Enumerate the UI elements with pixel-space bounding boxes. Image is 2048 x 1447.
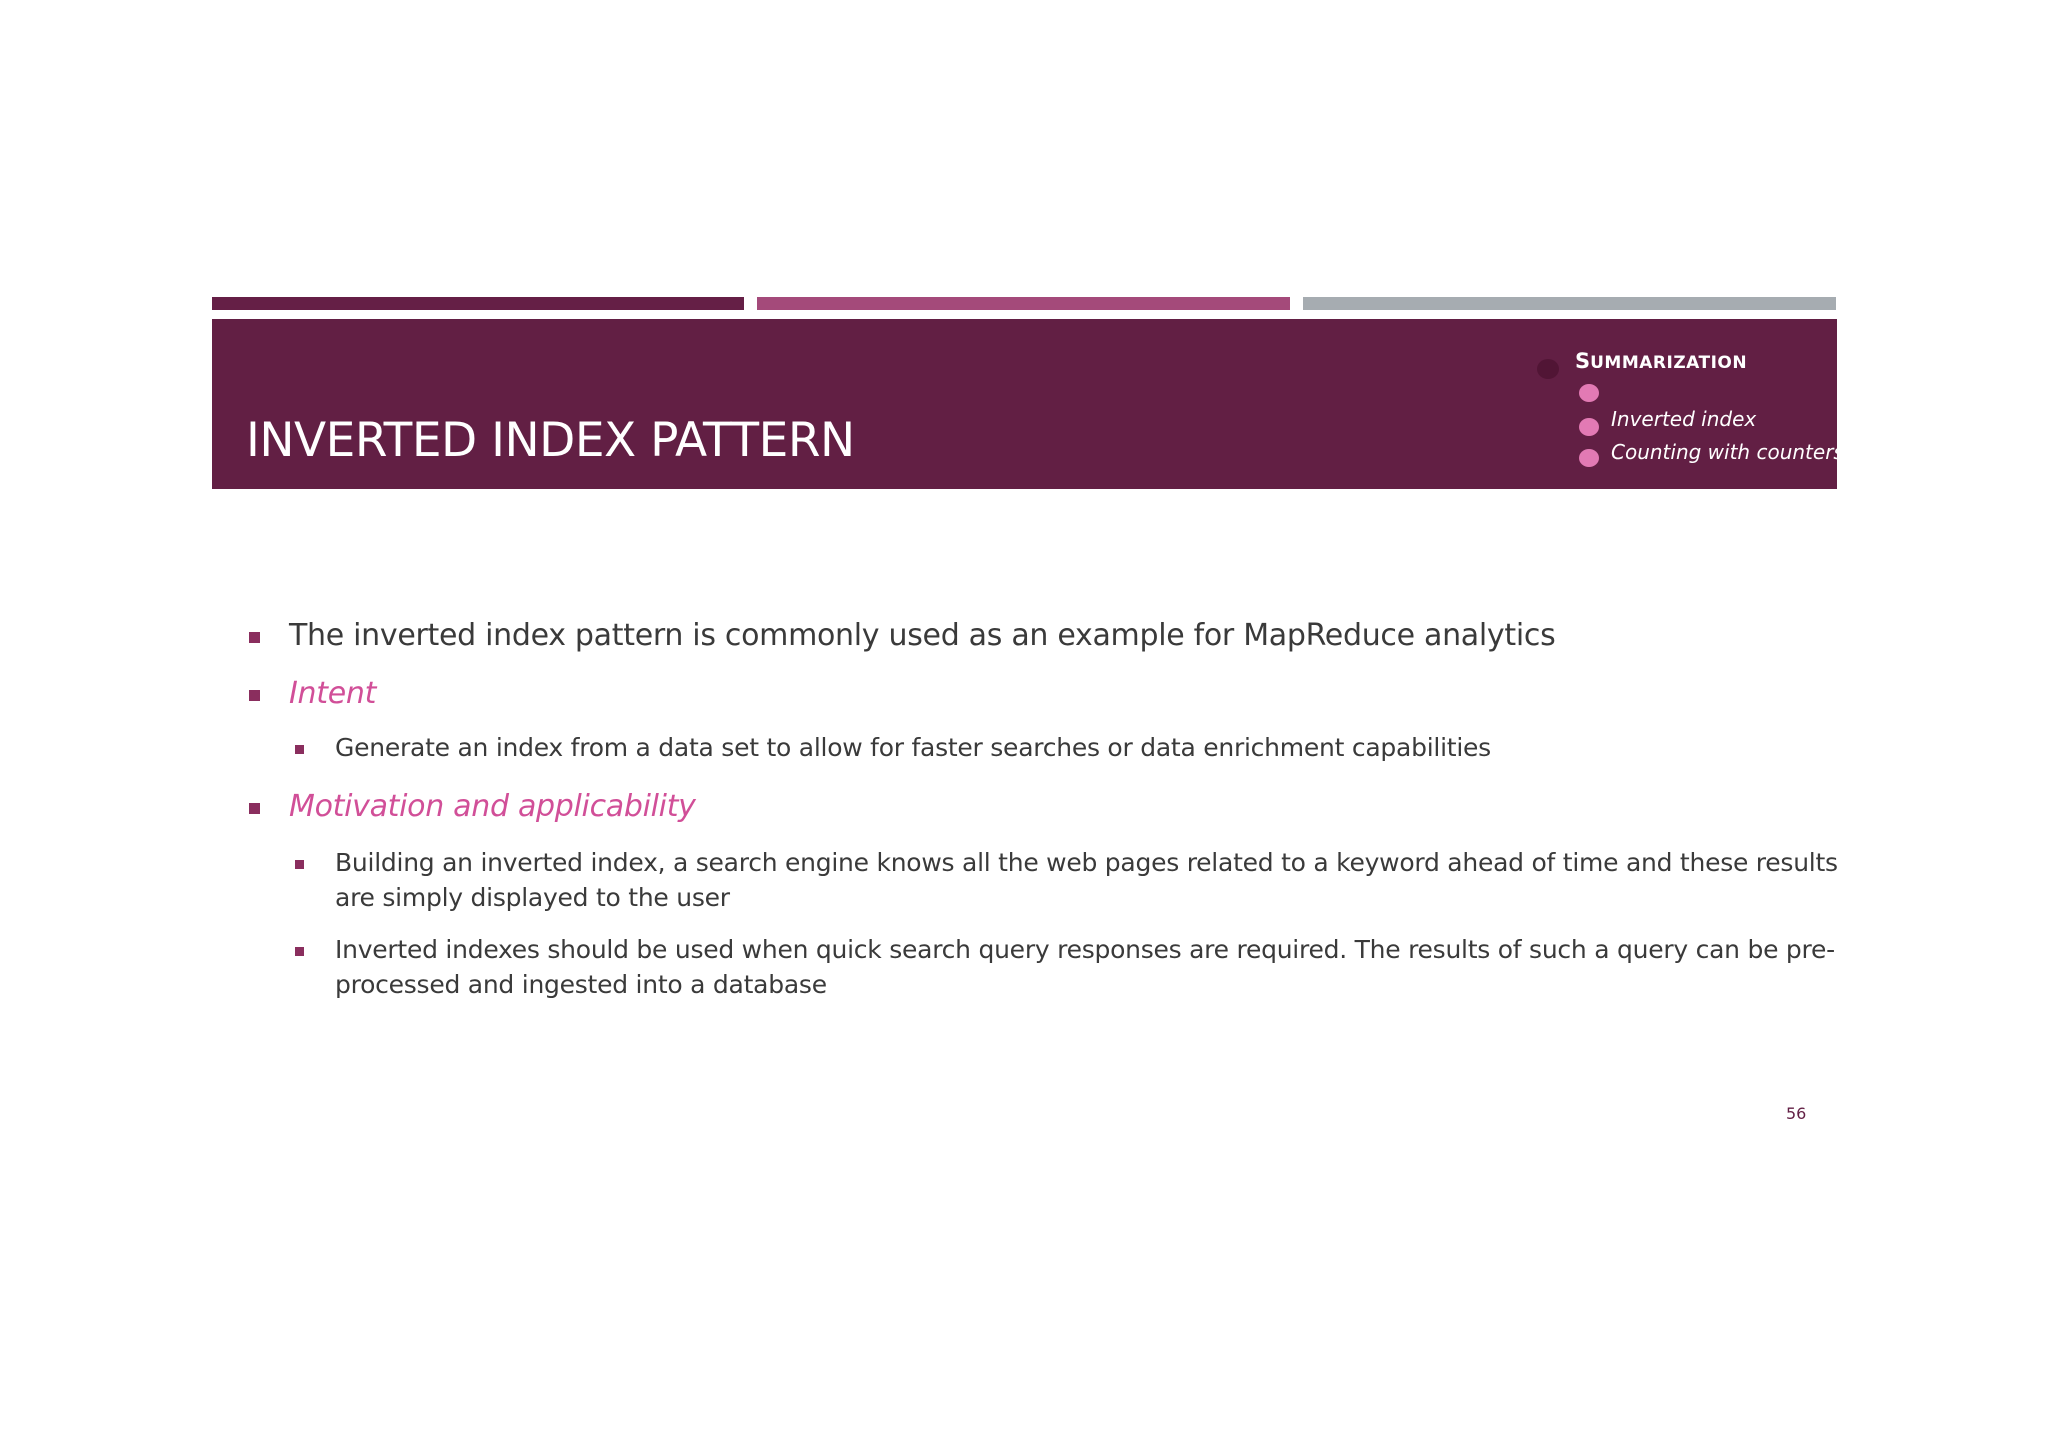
sub-bullet-square-icon: [295, 947, 304, 956]
sub-bullet-square-icon: [295, 860, 304, 869]
motivation-text-1-line-1: Building an inverted index, a search engine knows all the web pages related to a keyword ahead of time and these results: [335, 848, 1838, 877]
nav-section-cap: S: [1575, 349, 1591, 373]
bullet-square-icon: [249, 803, 260, 814]
motivation-text-2-line-1: Inverted indexes should be used when quick search query responses are required. The results of such a query can be pre-: [335, 935, 1835, 964]
motivation-text-1-line-2: are simply displayed to the user: [335, 883, 730, 912]
sub-bullet-square-icon: [295, 745, 304, 754]
nav-item-inverted-index: Inverted index: [1611, 407, 1757, 431]
bullet-square-icon: [249, 690, 260, 701]
bullet-text: The inverted index pattern is commonly used as an example for MapReduce analytics: [289, 618, 1556, 653]
motivation-text-2-line-2: processed and ingested into a database: [335, 970, 827, 999]
motivation-heading: Motivation and applicability: [289, 789, 696, 824]
intent-heading: Intent: [289, 676, 377, 711]
bullet-square-icon: [249, 632, 260, 643]
slide-title: INVERTED INDEX PATTERN: [246, 413, 855, 468]
page-number: 56: [1786, 1104, 1807, 1123]
intent-text: Generate an index from a data set to allow for faster searches or data enrichment capabilities: [335, 733, 1491, 762]
nav-section-rest: UMMARIZATION: [1590, 353, 1748, 373]
nav-item-counting-with-counters: Counting with counters: [1611, 440, 1844, 464]
